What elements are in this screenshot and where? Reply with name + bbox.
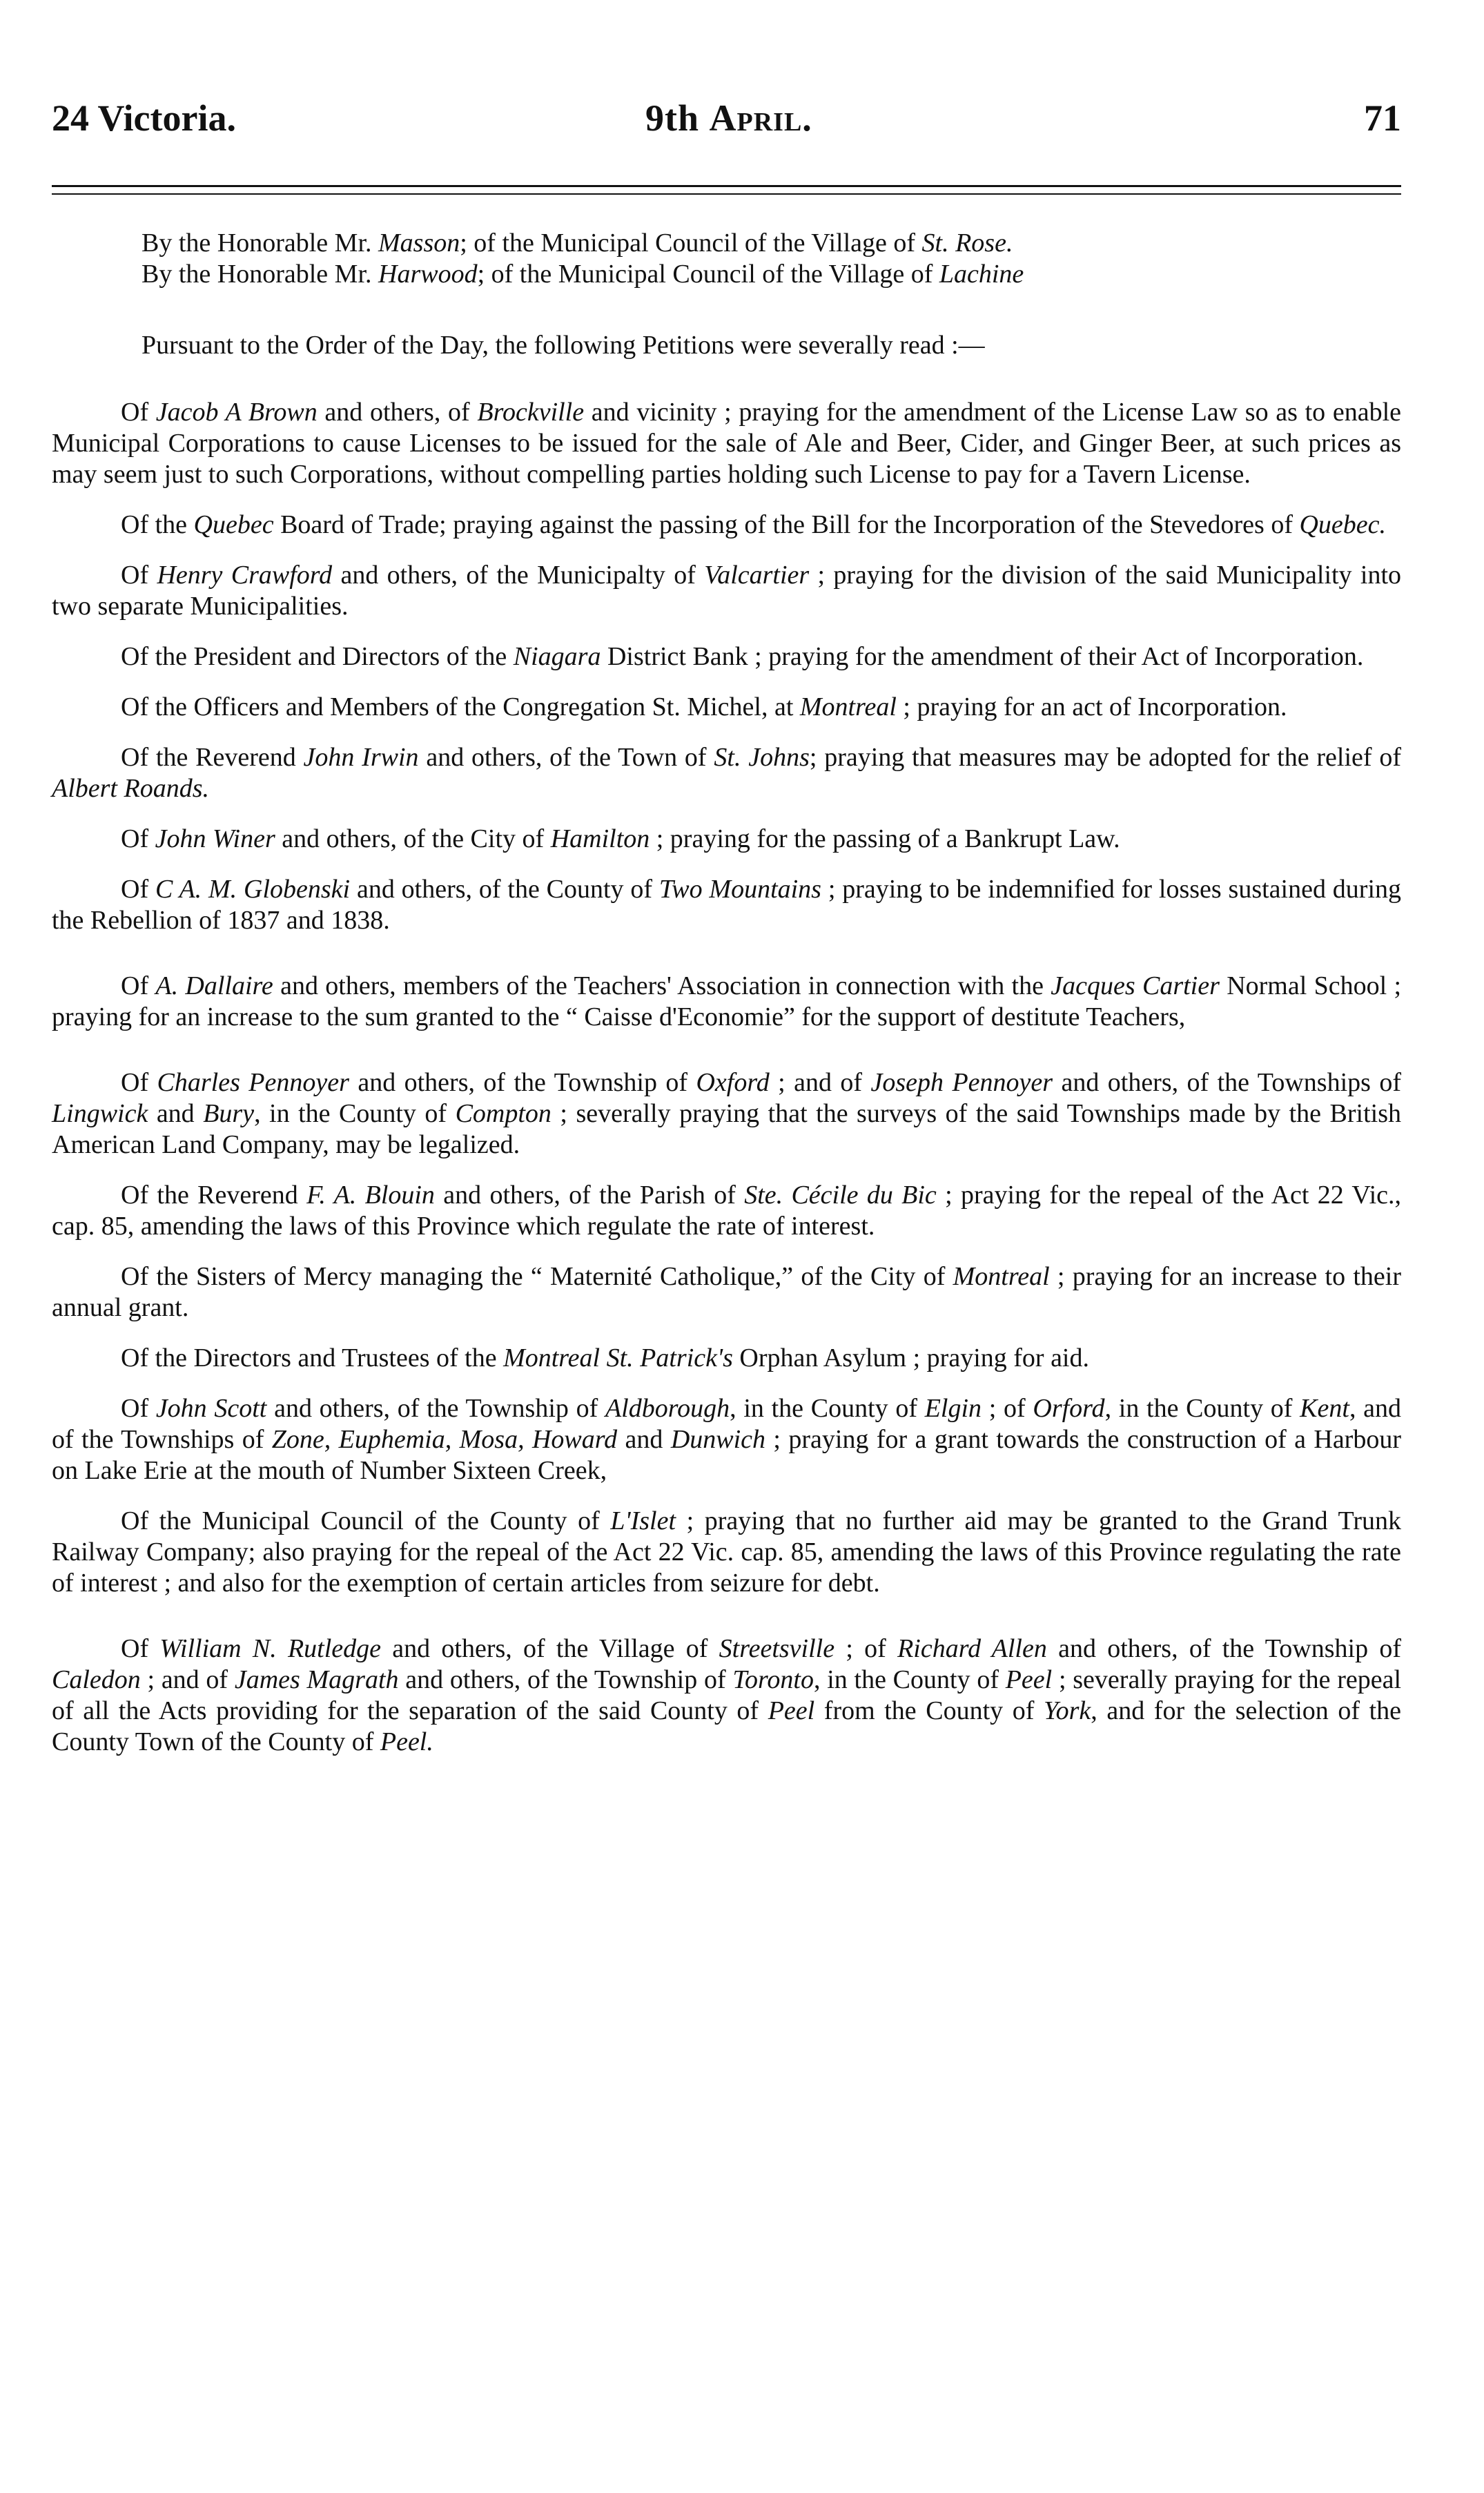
proper-name: Henry Crawford [157,561,333,590]
proper-name: William N. Rutledge [159,1634,382,1663]
proper-name: Richard Allen [897,1634,1047,1663]
petition-paragraph [52,560,1401,622]
petition-text: and vicinity ; praying for the amendment of the License Law so as to enable Municipal Corporations to cause Licenses to be issued for the sale of Ale and Beer, Cider, and Ginger Beer, at such prices as may seem just to such Corporations, without compelling parties holding such License to pay for a Tavern License. [52,398,1402,489]
proper-name: Streetsville [719,1634,835,1663]
petition-text: Of [121,1394,156,1423]
petition-text: Board of Trade; praying against the passing of the Bill for the Incorporation of the Stevedores of [273,510,1300,539]
petition-text: Of the Municipal Council of the County of [121,1506,611,1535]
petition-text: Of [121,1068,157,1097]
petition-text: and others, of the County of [350,875,659,904]
petition-text: Of the President and Directors of the [121,642,514,671]
petition-paragraph [52,692,1401,723]
proper-name: Two Mountains [658,875,821,904]
petition-text: Of the Sisters of Mercy managing the “ Maternité Catholique,” of the City of [121,1262,953,1291]
petition-text: and others, of the Townships of [1053,1068,1401,1097]
proper-name: Jacques Cartier [1051,971,1220,1000]
petition-paragraph [52,397,1401,490]
petition-text: and others, of the Township of [398,1665,733,1694]
proper-name: Peel. [380,1727,433,1756]
petition-paragraph [52,641,1401,672]
petition-text: , and of the Townships of [52,1394,1402,1454]
proper-name: York [1043,1696,1091,1725]
proper-name: A. Dallaire [155,971,273,1000]
petition-paragraph [52,1343,1401,1374]
proper-name: John Winer [155,824,275,853]
order-of-day-line: Pursuant to the Order of the Day, the following Petitions were severally read :— [141,331,985,360]
petition-text: and others, of the Parish of [434,1181,745,1210]
proper-name: Toronto [732,1665,814,1694]
proper-name: Quebec [193,510,274,539]
petition-text: District Bank ; praying for the amendment of their Act of Incorporation. [601,642,1364,671]
petition-text: , in the County of [1104,1394,1300,1423]
by-line [52,228,1401,259]
petition-text: Of [121,398,156,427]
petition-text: ; and of [769,1068,871,1097]
petition-text: and others, of the Township of [1046,1634,1402,1663]
proper-name: Peel [768,1696,815,1725]
petition-text: Of [121,971,156,1000]
proper-name: Peel [1005,1665,1053,1694]
proper-name: Orford [1033,1394,1105,1423]
proper-name: John Irwin [303,743,419,772]
member-name: Harwood [378,260,478,289]
proper-name: Kent [1300,1394,1349,1423]
petition-text: Of [121,561,157,590]
running-header [52,97,1401,152]
proper-name: Elgin [924,1394,982,1423]
header-date [645,97,812,139]
petition-text: ; praying for the passing of a Bankrupt Law. [650,824,1120,853]
page-number: 71 [1364,97,1401,139]
by-line-text: By the Honorable Mr. [141,260,379,289]
petition-text: ; praying that measures may be adopted for the relief of [809,743,1401,772]
proper-name: Lingwick [52,1099,148,1128]
petition-text: ; of [982,1394,1033,1423]
proper-name: James Magrath [234,1665,399,1694]
petition-text: ; severally praying that the surveys of the said Townships made by the British American Land Company, may be legalized. [52,1099,1401,1159]
petition-paragraph [52,1180,1401,1242]
header-month: April. [709,97,812,139]
petition-text: Of [121,824,155,853]
petition-text: and others, of the Town of [418,743,714,772]
proper-name: Zone, Euphemia, Mosa, Howard [271,1425,618,1454]
petition-text: ; praying for the repeal of the Act 22 Vic., cap. 85, amending the laws of this Province which regulate the rate of interest. [52,1181,1402,1241]
proper-name: Valcartier [704,561,810,590]
proper-name: John Scott [155,1394,267,1423]
petition-text: and [617,1425,671,1454]
petition-text: , in the County of [813,1665,1006,1694]
petition-text: Of the [121,510,194,539]
petition-text: and others, of the Municipalty of [332,561,705,590]
petition-text: ; praying for the division of the said Municipality into two separate Municipalities. [52,561,1402,621]
petition-text: Of [121,875,155,904]
petition-text: ; praying for an increase to their annual grant. [52,1262,1402,1322]
proper-name: Montreal [953,1262,1050,1291]
proper-name: C A. M. Globenski [155,875,351,904]
proper-name: Bury [203,1099,255,1128]
petition-text: and others, of the Township of [266,1394,605,1423]
petition-paragraph [52,874,1401,936]
petition-text: from the County of [814,1696,1044,1725]
petition-paragraph [52,1261,1401,1323]
petition-text: Of [121,1634,160,1663]
petition-text: ; praying for an act of Incorporation. [896,692,1287,721]
petition-text: and others, of [317,398,478,427]
header-rule-thick [52,185,1401,187]
petition-text: Of the Reverend [121,1181,307,1210]
petition-text: ; severally praying for the repeal of all the Acts providing for the separation of the said County of [52,1665,1402,1725]
petition-paragraph [52,510,1401,541]
petition-paragraph [52,1506,1401,1599]
by-line [52,259,1401,290]
proper-name: Montreal St. Patrick's [503,1343,733,1372]
proper-name: Joseph Pennoyer [870,1068,1053,1097]
proper-name: Oxford [696,1068,770,1097]
petition-paragraph [52,824,1401,855]
page-body [52,228,1401,1777]
petition-text: Of the Officers and Members of the Congregation St. Michel, at [121,692,800,721]
proper-name: L'Islet [610,1506,676,1535]
by-line-text: ; of the Municipal Council of the Village of [460,229,922,258]
petition-text: ; and of [140,1665,235,1694]
proper-name: St. Johns [714,743,810,772]
proper-name: Albert Roands. [52,774,209,803]
petition-text: ; praying to be indemnified for losses sustained during the Rebellion of 1837 and 1838. [52,875,1402,935]
petition-text: ; praying that no further aid may be granted to the Grand Trunk Railway Company; also praying for the repeal of the Act 22 Vic. cap. 85, amending the laws of this Province regulating the rate of interest ; and also for the exemption of certain articles from seizure for debt. [52,1506,1402,1598]
petition-paragraph [52,1067,1401,1161]
proper-name: Jacob A Brown [155,398,318,427]
petition-text: , in the County of [730,1394,925,1423]
regnal-year: 24 Victoria. [52,97,236,139]
petition-text: ; praying for a grant towards the construction of a Harbour on Lake Erie at the mouth of Number Sixteen Creek, [52,1425,1401,1485]
place-name: St. Rose. [921,229,1013,258]
header-rule-thin [52,193,1401,195]
petition-text: Orphan Asylum ; praying for aid. [732,1343,1089,1372]
by-line-text: By the Honorable Mr. [141,229,379,258]
proper-name: Brockville [477,398,585,427]
member-name: Masson [378,229,460,258]
petition-text: ; of [834,1634,898,1663]
petition-text: and others, of the City of [275,824,551,853]
proper-name: Aldborough [605,1394,730,1423]
proper-name: Dunwich [670,1425,766,1454]
petition-text: and [148,1099,204,1128]
petition-text: Normal School ; praying for an increase to the sum granted to the “ Caisse d'Economie” for the support of destitute Teachers, [52,971,1402,1031]
petition-text: Of the Directors and Trustees of the [121,1343,504,1372]
place-name: Lachine [939,260,1024,289]
proper-name: Ste. Cécile du Bic [744,1181,937,1210]
by-line-text: ; of the Municipal Council of the Village of [477,260,939,289]
petition-paragraph [52,1393,1401,1486]
proper-name: Quebec. [1299,510,1387,539]
proper-name: Compton [455,1099,551,1128]
petition-text: and others, of the Township of [349,1068,696,1097]
header-day: 9th [645,97,700,139]
petition-paragraph [52,971,1401,1033]
proper-name: Montreal [799,692,897,721]
proper-name: Hamilton [550,824,650,853]
petition-text: Of the Reverend [121,743,304,772]
petition-text: and others, of the Village of [381,1634,719,1663]
proper-name: Charles Pennoyer [157,1068,349,1097]
petition-list [52,397,1401,1758]
petition-text: and others, members of the Teachers' Association in connection with the [273,971,1051,1000]
petition-text: , and for the selection of the County Town of the County of [52,1696,1402,1756]
proper-name: Niagara [513,642,601,671]
petition-paragraph [52,742,1401,804]
petition-text: , in the County of [254,1099,456,1128]
proper-name: F. A. Blouin [306,1181,435,1210]
proper-name: Caledon [52,1665,141,1694]
petition-paragraph [52,1633,1401,1758]
